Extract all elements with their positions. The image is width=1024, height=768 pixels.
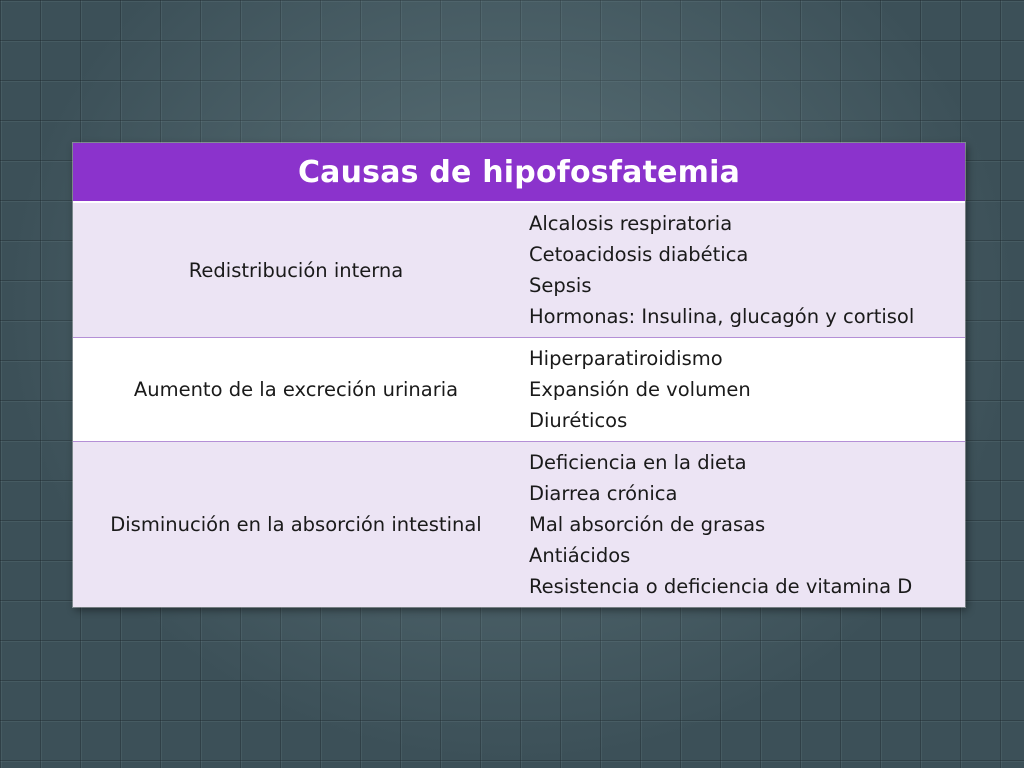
table-row (73, 338, 965, 442)
table-title: Causas de hipofosfatemia (73, 143, 965, 202)
cause-item: Cetoacidosis diabética (529, 243, 749, 266)
cause-item: Diuréticos (529, 409, 628, 432)
table-header-row (73, 143, 965, 202)
cause-item: Resistencia o deficiencia de vitamina D (529, 575, 913, 598)
table-row (73, 202, 965, 338)
cause-item: Deficiencia en la dieta (529, 451, 747, 474)
cause-item: Diarrea crónica (529, 482, 678, 505)
cause-item: Mal absorción de grasas (529, 513, 766, 536)
table-row (73, 442, 965, 608)
cause-item: Sepsis (529, 274, 592, 297)
items-cell (519, 442, 965, 608)
items-cell (519, 338, 965, 442)
category-cell: Disminución en la absorción intestinal (73, 442, 519, 608)
items-cell (519, 202, 965, 338)
category-cell: Aumento de la excreción urinaria (73, 338, 519, 442)
cause-item: Hormonas: Insulina, glucagón y cortisol (529, 305, 915, 328)
causes-table (73, 143, 965, 607)
cause-item: Hiperparatiroidismo (529, 347, 723, 370)
cause-item: Antiácidos (529, 544, 631, 567)
cause-item: Expansión de volumen (529, 378, 751, 401)
category-cell: Redistribución interna (73, 202, 519, 338)
cause-item: Alcalosis respiratoria (529, 212, 733, 235)
